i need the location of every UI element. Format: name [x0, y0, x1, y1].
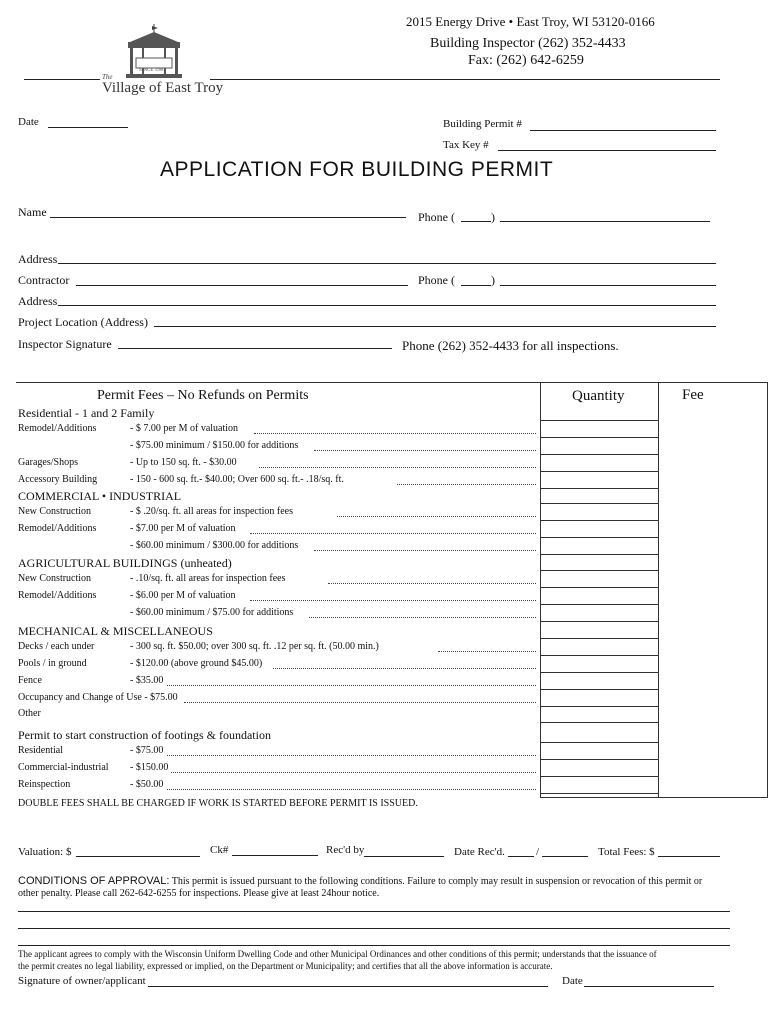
leader-dots	[397, 484, 536, 485]
leader-dots	[259, 467, 536, 468]
quantity-cell-rule	[540, 689, 658, 690]
date-recd-field-1[interactable]	[508, 856, 534, 857]
leader-dots	[328, 583, 536, 584]
fee-row-label: Residential	[18, 745, 63, 756]
logo-plaque: SINCE 1900	[139, 68, 165, 73]
header-address: 2015 Energy Drive • East Troy, WI 53120-0166	[406, 14, 655, 29]
phone2-close: )	[491, 273, 495, 287]
fee-section-heading: COMMERCIAL • INDUSTRIAL	[18, 489, 182, 503]
village-logo	[96, 24, 224, 104]
leader-dots	[314, 450, 536, 451]
header-inspector-phone: Building Inspector (262) 352-4433	[430, 36, 626, 51]
fee-row-label: Remodel/Additions	[18, 523, 97, 534]
phone1-close: )	[491, 210, 495, 224]
fee-row-description: - $35.00	[130, 675, 164, 686]
fee-row-label: Pools / in ground	[18, 658, 87, 669]
leader-dots	[167, 755, 536, 756]
valuation-field[interactable]	[76, 856, 200, 857]
leader-dots	[184, 702, 536, 703]
fee-row-description: - $6.00 per M of valuation	[130, 590, 236, 601]
date-recd-slash: /	[536, 846, 540, 858]
phone2-label: Phone (	[418, 273, 455, 287]
address1-label: Address	[18, 252, 58, 266]
fee-row-description: - 300 sq. ft. $50.00; over 300 sq. ft. .12 per sq. ft. (50.00 min.)	[130, 641, 379, 652]
quantity-cell-rule	[540, 437, 658, 438]
date-recd-label: Date Rec'd.	[454, 846, 505, 858]
quantity-cell-rule	[540, 672, 658, 673]
conditions-text-2: other penalty. Please call 262-642-6255 for inspections. Please give at least 24hour notice.	[18, 888, 380, 899]
address2-label: Address	[18, 294, 58, 308]
recd-by-field[interactable]	[364, 856, 444, 857]
contractor-label: Contractor	[18, 273, 70, 287]
quantity-cell-rule	[540, 655, 658, 656]
signature-field[interactable]	[148, 986, 548, 987]
quantity-cell-rule	[540, 454, 658, 455]
fee-row-description: - .10/sq. ft. all areas for inspection fees	[130, 573, 286, 584]
building-permit-field[interactable]	[530, 130, 716, 131]
date-recd-field-2[interactable]	[542, 856, 588, 857]
phone1-label: Phone (	[418, 210, 455, 224]
inspector-signature-field[interactable]	[118, 348, 392, 349]
fee-row-label: Occupancy and Change of Use - $75.00	[18, 692, 178, 703]
fee-row-description: - $120.00 (above ground $45.00)	[130, 658, 263, 669]
gazebo-icon	[96, 24, 216, 84]
fee-row-label: New Construction	[18, 506, 92, 517]
quantity-cell-rule	[540, 742, 658, 743]
quantity-cell-rule	[540, 793, 658, 794]
fee-row-label: Decks / each under	[18, 641, 95, 652]
form-title: APPLICATION FOR BUILDING PERMIT	[160, 158, 554, 181]
fee-row-label: Accessory Building	[18, 474, 98, 485]
quantity-cell-rule	[540, 537, 658, 538]
project-location-label: Project Location (Address)	[18, 315, 148, 329]
logo-the: The	[102, 73, 113, 81]
fee-row-description: - $7.00 per M of valuation	[130, 523, 236, 534]
date-field[interactable]	[48, 127, 128, 128]
fee-row-label: Reinspection	[18, 779, 71, 790]
address1-field[interactable]	[58, 263, 716, 264]
valuation-label: Valuation: $	[18, 846, 72, 858]
header-rule-right	[210, 79, 720, 80]
leader-dots	[250, 600, 536, 601]
leader-dots	[167, 685, 536, 686]
quantity-cell-rule	[540, 554, 658, 555]
header-rule-left	[24, 79, 100, 80]
conditions-text-1: This permit is issued pursuant to the following conditions. Failure to comply may result in suspension or revocation of this permit or	[171, 876, 703, 887]
project-location-field[interactable]	[154, 326, 716, 327]
phone2-area-field[interactable]	[461, 285, 491, 286]
fee-row-description: - Up to 150 sq. ft. - $30.00	[130, 457, 237, 468]
address2-field[interactable]	[58, 305, 716, 306]
tax-key-label: Tax Key #	[443, 139, 489, 151]
name-label: Name	[18, 205, 47, 219]
fee-row-description: - $ 7.00 per M of valuation	[130, 423, 239, 434]
inspector-signature-label: Inspector Signature	[18, 337, 112, 351]
double-fees-note: DOUBLE FEES SHALL BE CHARGED IF WORK IS STARTED BEFORE PERMIT IS ISSUED.	[18, 798, 418, 809]
signature-date-label: Date	[562, 975, 583, 987]
fees-table-title: Permit Fees – No Refunds on Permits	[97, 388, 309, 403]
conditions-block	[18, 875, 702, 887]
fee-row-description: - $75.00	[130, 745, 164, 756]
agreement-line-2: the permit creates no legal liability, expressed or implied, on the Department or Municipality; and certifies that all the above information is accurate.	[18, 961, 553, 971]
agreement-line-1: The applicant agrees to comply with the Wisconsin Uniform Dwelling Code and other Municipal Ordinances and other conditions of this permit; understands that the issuance of	[18, 949, 657, 959]
conditions-line-2[interactable]	[18, 928, 730, 929]
fee-row-label: Remodel/Additions	[18, 423, 97, 434]
phone1-field[interactable]	[500, 221, 710, 222]
header-fax: Fax: (262) 642-6259	[468, 53, 584, 68]
name-field[interactable]	[50, 217, 406, 218]
leader-dots	[337, 516, 536, 517]
check-field[interactable]	[232, 855, 318, 856]
fee-row-description: - 150 - 600 sq. ft.- $40.00; Over 600 sq. ft.- .18/sq. ft.	[130, 474, 344, 485]
fee-section-heading: AGRICULTURAL BUILDINGS (unheated)	[18, 556, 232, 570]
fee-row-description: - $150.00	[130, 762, 169, 773]
conditions-line-1[interactable]	[18, 911, 730, 912]
leader-dots	[273, 668, 536, 669]
quantity-cell-rule	[540, 759, 658, 760]
fee-row-description: - $ .20/sq. ft. all areas for inspection fees	[130, 506, 294, 517]
fee-row-label: Other	[18, 708, 41, 719]
quantity-cell-rule	[540, 488, 658, 489]
quantity-cell-rule	[540, 776, 658, 777]
fee-row-description: - $50.00	[130, 779, 164, 790]
signature-label: Signature of owner/applicant	[18, 975, 146, 987]
quantity-cell-rule	[540, 587, 658, 588]
fee-row-description: - $60.00 minimum / $75.00 for additions	[130, 607, 294, 618]
inspection-phone-note: Phone (262) 352-4433 for all inspections.	[402, 338, 619, 353]
recd-by-label: Rec'd by	[326, 844, 365, 856]
fee-row-label: New Construction	[18, 573, 92, 584]
leader-dots	[438, 651, 536, 652]
check-label: Ck#	[210, 844, 229, 856]
conditions-heading: CONDITIONS OF APPROVAL:	[18, 875, 170, 887]
leader-dots	[309, 617, 536, 618]
quantity-cell-rule	[540, 520, 658, 521]
fee-row-label: Fence	[18, 675, 42, 686]
leader-dots	[167, 789, 536, 790]
fee-section-heading: Permit to start construction of footings & foundation	[18, 728, 271, 742]
quantity-cell-rule	[540, 503, 658, 504]
fee-header: Fee	[682, 387, 704, 403]
date-label: Date	[18, 116, 39, 128]
fee-row-description: - $75.00 minimum / $150.00 for additions	[130, 440, 299, 451]
quantity-cell-rule	[540, 621, 658, 622]
fee-row-description: - $60.00 minimum / $300.00 for additions	[130, 540, 299, 551]
tax-key-field[interactable]	[498, 150, 716, 151]
contractor-field[interactable]	[76, 285, 408, 286]
signature-date-field[interactable]	[584, 986, 714, 987]
total-fees-label: Total Fees: $	[598, 846, 655, 858]
quantity-cell-rule	[540, 706, 658, 707]
leader-dots	[254, 433, 536, 434]
phone1-area-field[interactable]	[461, 221, 491, 222]
fee-section-heading: Residential - 1 and 2 Family	[18, 406, 155, 420]
phone2-field[interactable]	[500, 285, 716, 286]
quantity-cell-rule	[540, 722, 658, 723]
leader-dots	[314, 550, 536, 551]
fee-row-label: Commercial-industrial	[18, 762, 109, 773]
fee-row-label: Remodel/Additions	[18, 590, 97, 601]
quantity-cell-rule	[540, 570, 658, 571]
quantity-cell-rule	[540, 471, 658, 472]
total-fees-field[interactable]	[658, 856, 720, 857]
quantity-header: Quantity	[572, 388, 625, 404]
fee-row-label: Garages/Shops	[18, 457, 78, 468]
logo-name: Village of East Troy	[102, 80, 224, 96]
conditions-line-3[interactable]	[18, 945, 730, 946]
leader-dots	[171, 772, 536, 773]
quantity-cell-rule	[540, 604, 658, 605]
leader-dots	[250, 533, 536, 534]
quantity-cell-rule	[540, 420, 658, 421]
fee-section-heading: MECHANICAL & MISCELLANEOUS	[18, 624, 213, 638]
building-permit-label: Building Permit #	[443, 118, 522, 130]
quantity-cell-rule	[540, 638, 658, 639]
